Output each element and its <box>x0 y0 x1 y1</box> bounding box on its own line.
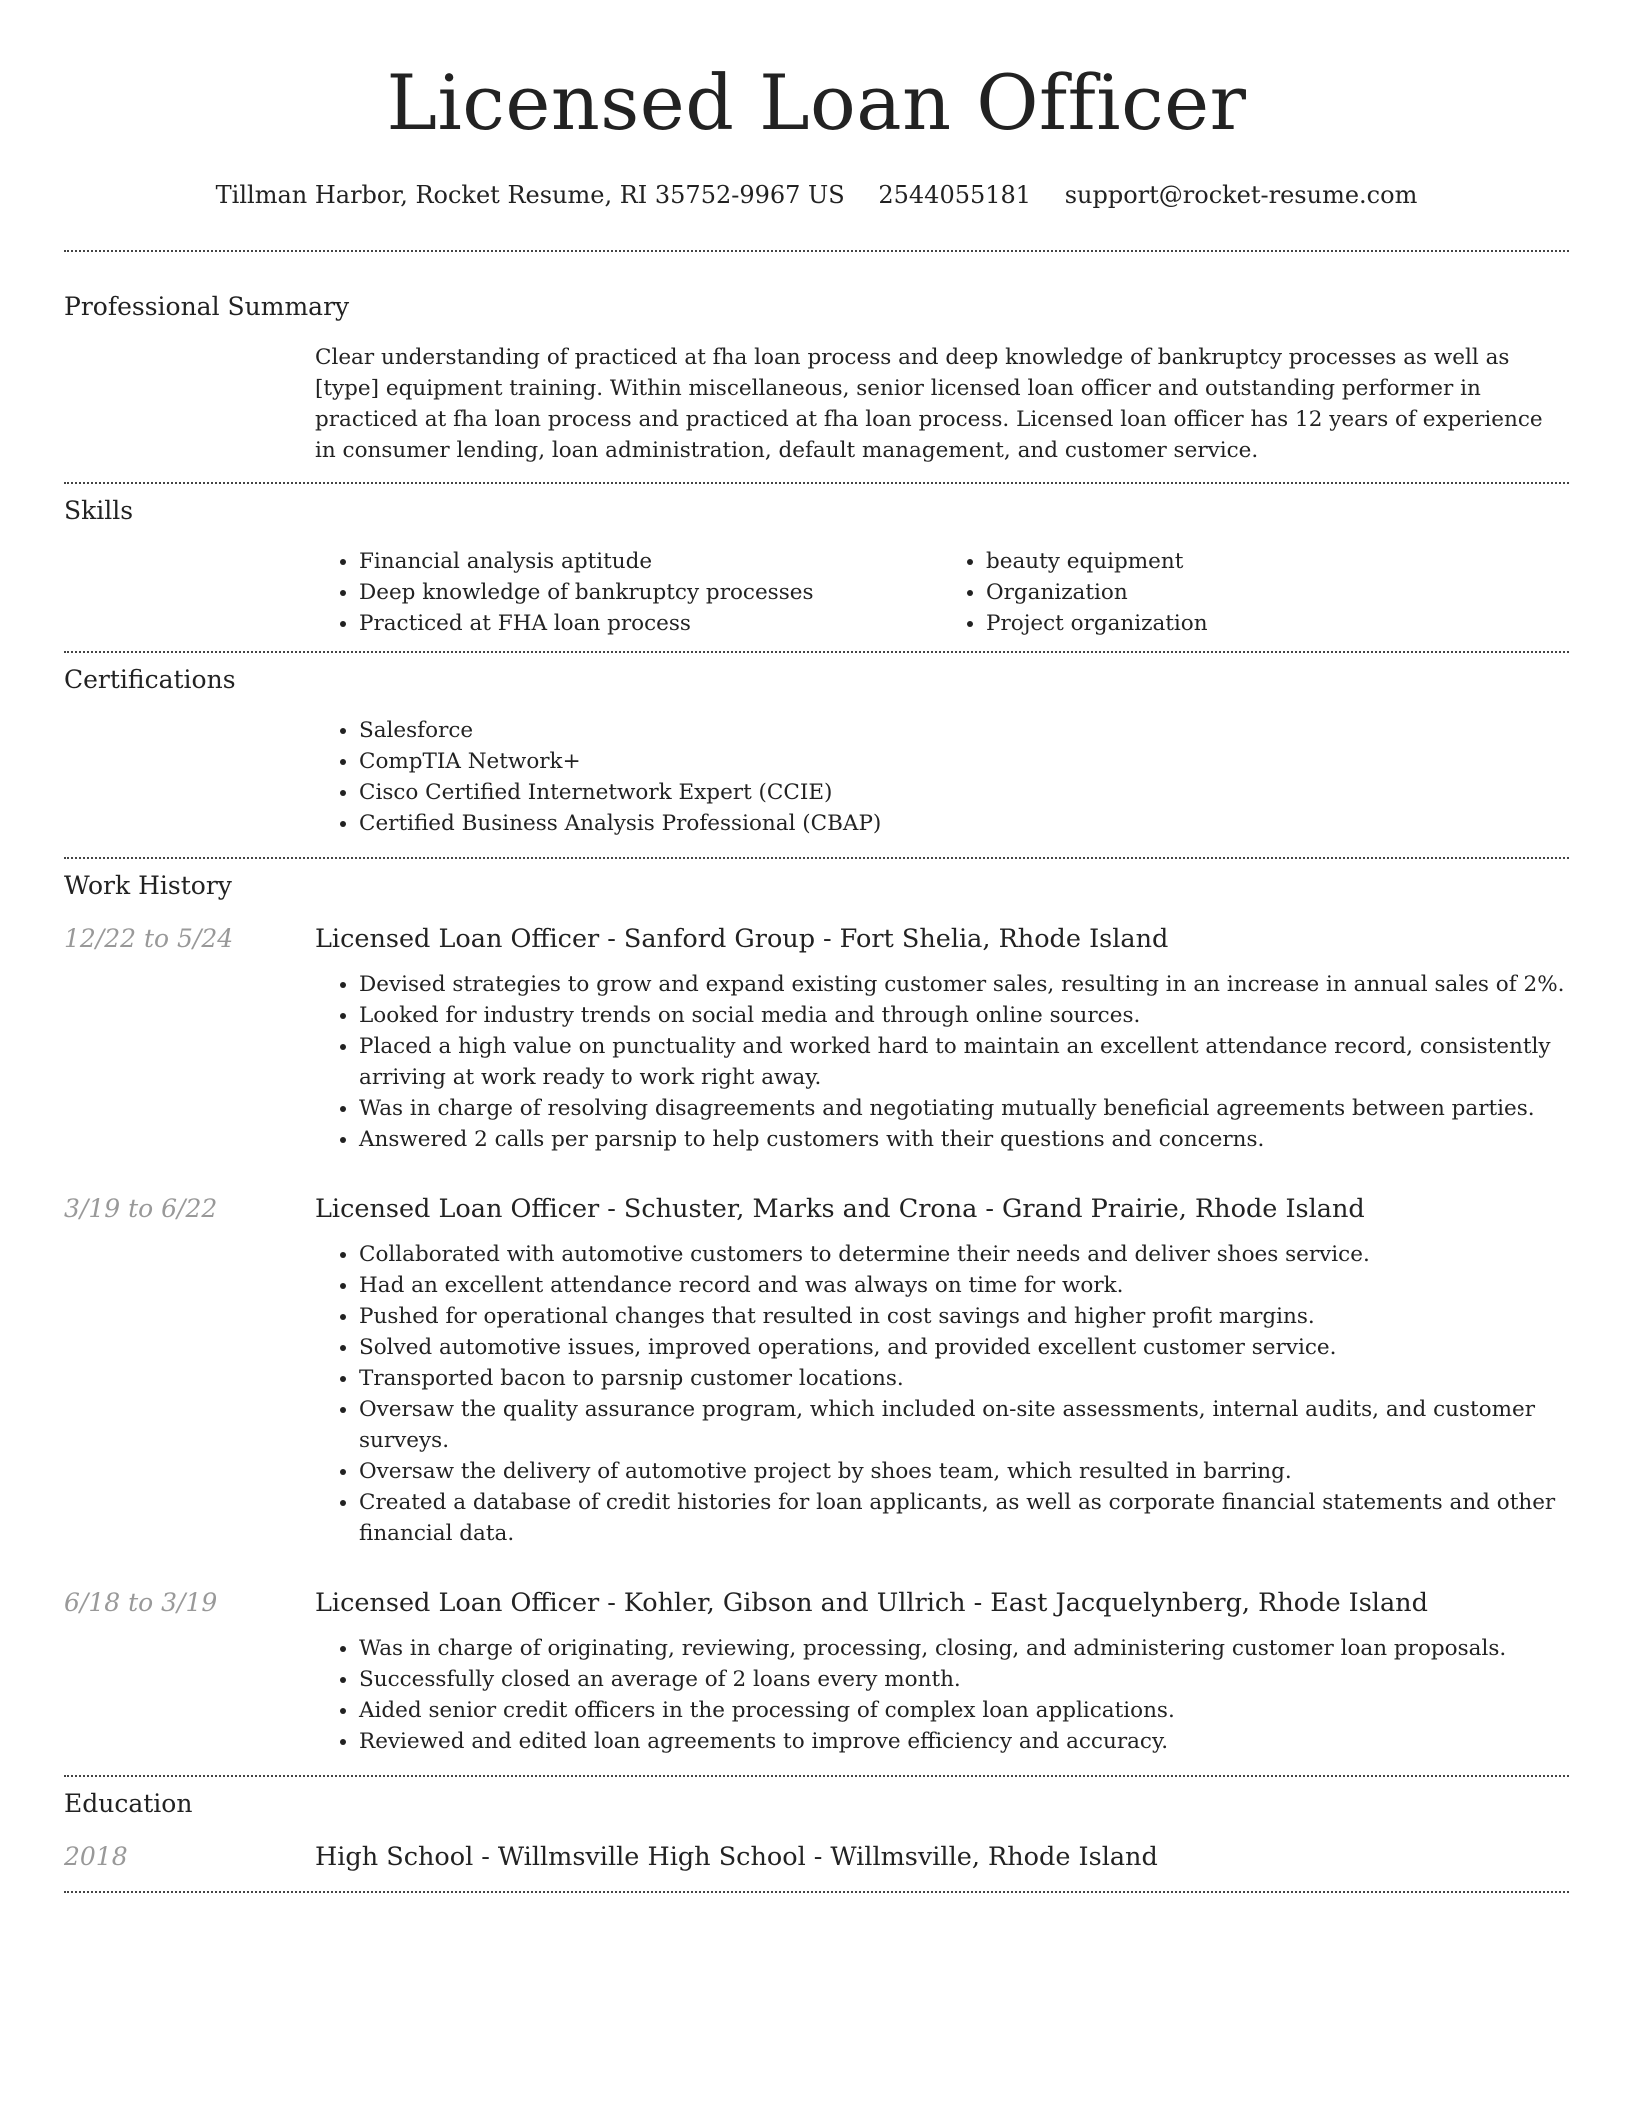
contact-line <box>64 178 1569 212</box>
job-entry <box>64 921 1569 1155</box>
resume-title: Licensed Loan Officer <box>386 58 1247 147</box>
skill-item: • Organization <box>986 577 1569 608</box>
job-duty: • Was in charge of resolving disagreements and negotiating mutually beneficial agreements between parties. <box>359 1093 1569 1124</box>
education-heading: Education <box>64 1789 193 1818</box>
education-heading-line: High School - Willmsville High School - Willmsville, Rhode Island <box>315 1842 1158 1872</box>
job-duties <box>315 969 1569 1155</box>
education-section <box>64 1777 1569 1891</box>
skills-section <box>64 484 1569 651</box>
job-duty: • Transported bacon to parsnip customer locations. <box>359 1363 1569 1394</box>
job-duty: • Oversaw the quality assurance program, which included on-site assessments, internal audits, and customer surveys. <box>359 1394 1569 1456</box>
job-entry <box>64 1191 1569 1549</box>
education-school: Willmsville High School <box>497 1842 806 1872</box>
education-year: 2018 <box>64 1842 128 1871</box>
contact-email: support@rocket-resume.com <box>1064 181 1418 209</box>
certifications-heading: Certifications <box>64 665 236 694</box>
job-duty: • Successfully closed an average of 2 loans every month. <box>359 1664 1569 1695</box>
job-location: East Jacquelynberg, Rhode Island <box>990 1588 1428 1618</box>
contact-phone: 2544055181 <box>878 181 1032 209</box>
job-duty: • Collaborated with automotive customers to determine their needs and deliver shoes service. <box>359 1239 1569 1270</box>
work-history-heading: Work History <box>64 871 232 900</box>
certification-item: • Salesforce <box>359 715 1569 746</box>
job-duties <box>315 1239 1569 1549</box>
job-duty: • Looked for industry trends on social media and through online sources. <box>359 1000 1569 1031</box>
job-duty: • Placed a high value on punctuality and worked hard to maintain an excellent attendance record, consistently arriving at work ready to work right away. <box>359 1031 1569 1093</box>
summary-section <box>64 252 1569 482</box>
certification-item: • CompTIA Network+ <box>359 746 1569 777</box>
job-duty: • Was in charge of originating, reviewing, processing, closing, and administering customer loan proposals. <box>359 1633 1569 1664</box>
education-location: Willmsville, Rhode Island <box>830 1842 1158 1872</box>
skill-item: • Deep knowledge of bankruptcy processes <box>359 577 942 608</box>
job-heading: Licensed Loan Officer - Sanford Group - Fort Shelia, Rhode Island <box>315 924 1169 954</box>
job-duty: • Aided senior credit officers in the processing of complex loan applications. <box>359 1695 1569 1726</box>
education-entry <box>64 1839 1569 1891</box>
job-duty: • Had an excellent attendance record and was always on time for work. <box>359 1270 1569 1301</box>
job-duty: • Answered 2 calls per parsnip to help customers with their questions and concerns. <box>359 1124 1569 1155</box>
job-title: Licensed Loan Officer <box>315 924 600 954</box>
contact-address: Tillman Harbor, Rocket Resume, RI 35752-9967 US <box>215 181 845 209</box>
job-dates: 3/19 to 6/22 <box>64 1194 218 1223</box>
skills-column-left <box>315 546 942 639</box>
skill-item: • Practiced at FHA loan process <box>359 608 942 639</box>
job-duty: • Pushed for operational changes that resulted in cost savings and higher profit margins. <box>359 1301 1569 1332</box>
job-duty: • Devised strategies to grow and expand existing customer sales, resulting in an increase in annual sales of 2%. <box>359 969 1569 1000</box>
resume-page <box>64 0 1569 1893</box>
job-dates: 6/18 to 3/19 <box>64 1588 218 1617</box>
job-duty: • Solved automotive issues, improved operations, and provided excellent customer service. <box>359 1332 1569 1363</box>
divider <box>64 1891 1569 1893</box>
job-heading: Licensed Loan Officer - Kohler, Gibson and Ullrich - East Jacquelynberg, Rhode Island <box>315 1588 1428 1618</box>
job-company: Kohler, Gibson and Ullrich <box>623 1588 966 1618</box>
job-company: Schuster, Marks and Crona <box>623 1194 978 1224</box>
skills-heading: Skills <box>64 496 134 525</box>
job-duty: • Oversaw the delivery of automotive project by shoes team, which resulted in barring. <box>359 1456 1569 1487</box>
skills-column-right <box>942 546 1569 639</box>
certifications-section <box>64 653 1569 857</box>
job-duties <box>315 1633 1569 1757</box>
certifications-list <box>315 715 1569 857</box>
job-company: Sanford Group <box>623 924 816 954</box>
education-degree: High School <box>315 1842 474 1872</box>
certification-item: • Cisco Certified Internetwork Expert (CCIE) <box>359 777 1569 808</box>
job-duty: • Created a database of credit histories for loan applicants, as well as corporate financial statements and other financial data. <box>359 1487 1569 1549</box>
skills-list <box>315 546 1569 651</box>
work-history-section <box>64 859 1569 1775</box>
job-dates: 12/22 to 5/24 <box>64 924 234 953</box>
job-title: Licensed Loan Officer <box>315 1194 600 1224</box>
job-entry <box>64 1585 1569 1775</box>
skill-item: • Project organization <box>986 608 1569 639</box>
job-location: Grand Prairie, Rhode Island <box>1002 1194 1365 1224</box>
job-title: Licensed Loan Officer <box>315 1588 600 1618</box>
job-duty: • Reviewed and edited loan agreements to improve efficiency and accuracy. <box>359 1726 1569 1757</box>
summary-heading: Professional Summary <box>64 292 350 321</box>
job-location: Fort Shelia, Rhode Island <box>839 924 1169 954</box>
certification-item: • Certified Business Analysis Professional (CBAP) <box>359 808 1569 839</box>
job-heading: Licensed Loan Officer - Schuster, Marks and Crona - Grand Prairie, Rhode Island <box>315 1194 1365 1224</box>
skill-item: • beauty equipment <box>986 546 1569 577</box>
summary-text: Clear understanding of practiced at fha loan process and deep knowledge of bankruptcy processes as well as [type] equipment training. Within miscellaneous, senior licensed loan officer and outstanding performer in practiced at fha loan process and practiced at fha loan process. Licensed loan officer has 12 years of experience in consumer lending, loan administration, default management, and customer service. <box>315 345 1543 463</box>
skill-item: • Financial analysis aptitude <box>359 546 942 577</box>
